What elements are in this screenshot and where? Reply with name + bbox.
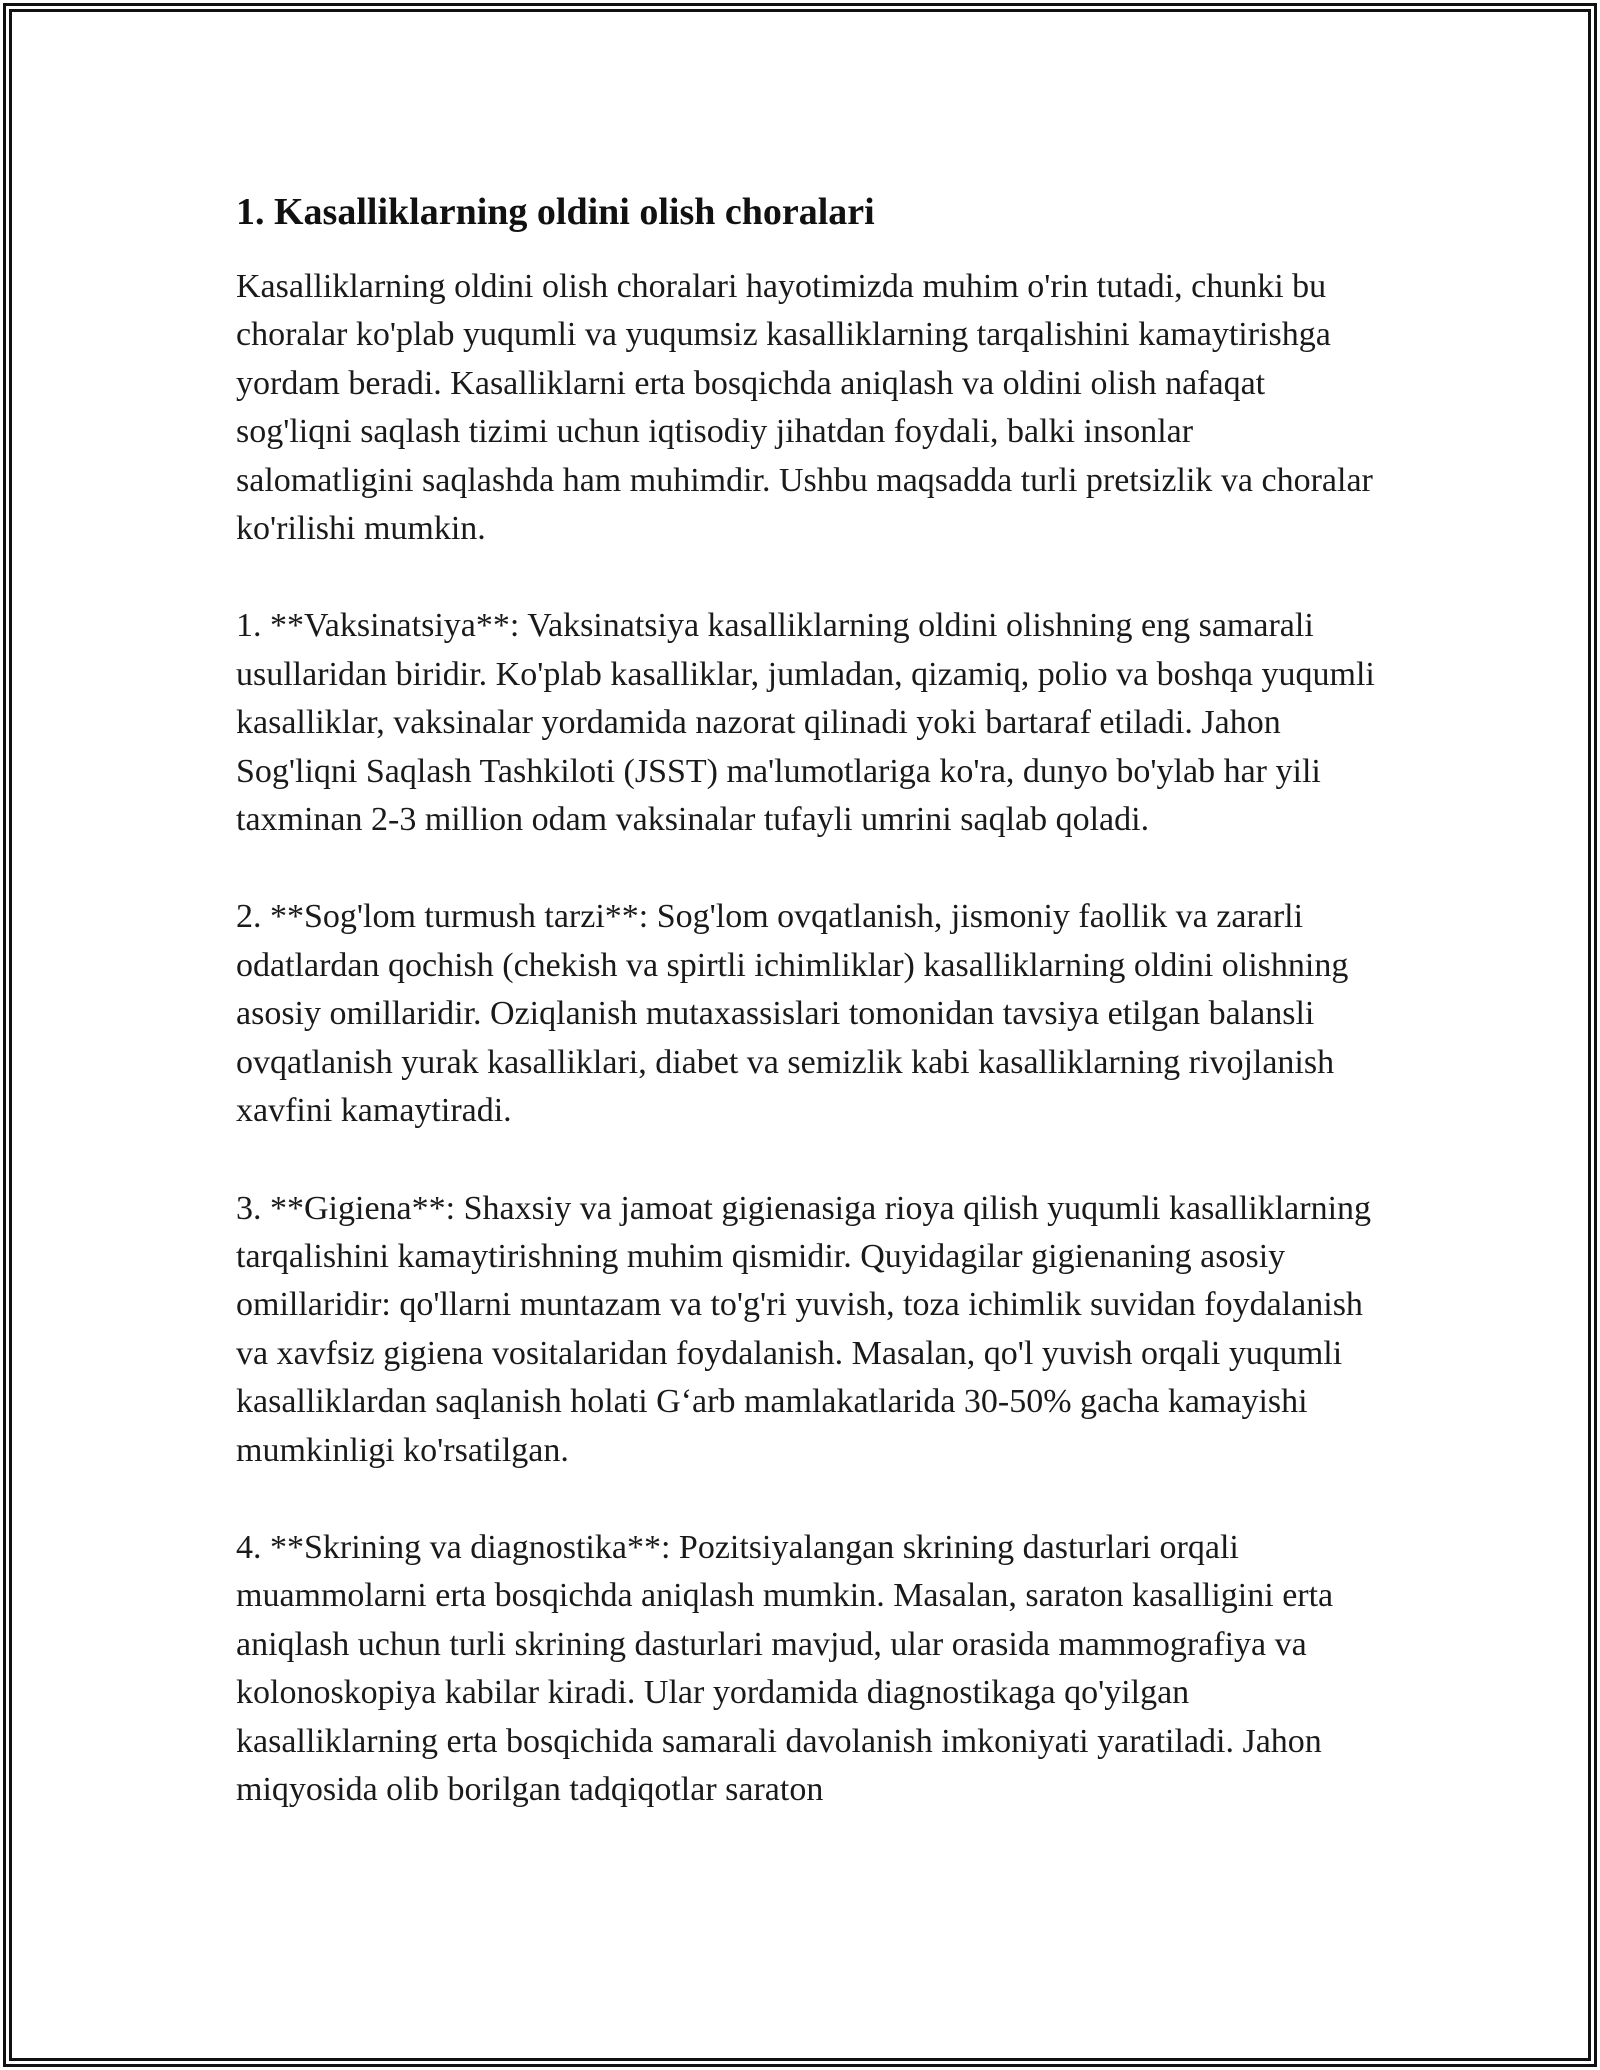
vaccination-paragraph: 1. **Vaksinatsiya**: Vaksinatsiya kasalliklarning oldini olishning eng samarali usullaridan biridir. Ko'plab kasalliklar, jumladan, qizamiq, polio va boshqa yuqumli kasalliklar, vaksinalar yordamida nazorat qilinadi yoki bartaraf etiladi. Jahon Sog'liqni Saqlash Tashkiloti (JSST) ma'lumotlariga ko'ra, dunyo bo'ylab har yili taxminan 2-3 million odam vaksinalar tufayli umrini saqlab qoladi.	[236, 607, 1375, 839]
hygiene-paragraph: 3. **Gigiena**: Shaxsiy va jamoat gigienasiga rioya qilish yuqumli kasalliklarning tarqalishini kamaytirishning muhim qismidir. Quyidagilar gigienaning asosiy omillaridir: qo'llarni muntazam va to'g'ri yuvish, toza ichimlik suvidan foydalanish va xavfsiz gigiena vositalaridan foydalanish. Masalan, qo'l yuvish orqali yuqumli kasalliklardan saqlanish holati G‘arb mamlakatlarida 30-50% gacha kamayishi mumkinligi ko'rsatilgan.	[236, 1189, 1372, 1469]
screening-paragraph: 4. **Skrining va diagnostika**: Pozitsiyalangan skrining dasturlari orqali muammolarni erta bosqichda aniqlash mumkin. Masalan, saraton kasalligini erta aniqlash uchun turli skrining dasturlari mavjud, ular orasida mammografiya va kolonoskopiya kabilar kiradi. Ular yordamida diagnostikaga qo'yilgan kasalliklarning erta bosqichida samarali davolanish imkoniyati yaratiladi. Jahon miqyosida olib borilgan tadqiqotlar saraton	[236, 1528, 1334, 1808]
healthy-lifestyle-paragraph: 2. **Sog'lom turmush tarzi**: Sog'lom ovqatlanish, jismoniy faollik va zararli odatlardan qochish (chekish va spirtli ichimliklar) kasalliklarning oldini olishning asosiy omillaridir. Oziqlanish mutaxassislari tomonidan tavsiya etilgan balansli ovqatlanish yurak kasalliklari, diabet va semizlik kabi kasalliklarning rivojlanish xavfini kamaytiradi.	[236, 898, 1349, 1130]
intro-paragraph: Kasalliklarning oldini olish choralari hayotimizda muhim o'rin tutadi, chunki bu choralar ko'plab yuqumli va yuqumsiz kasalliklarning tarqalishini kamaytirishga yordam beradi. Kasalliklarni erta bosqichda aniqlash va oldini olish nafaqat sog'liqni saqlash tizimi uchun iqtisodiy jihatdan foydali, balki insonlar salomatligini saqlashda ham muhimdir. Ushbu maqsadda turli pretsizlik va choralar ko'rilishi mumkin.	[236, 268, 1373, 548]
section-heading: 1. Kasalliklarning oldini olish choralari	[236, 191, 875, 233]
document-body	[236, 186, 1376, 1814]
